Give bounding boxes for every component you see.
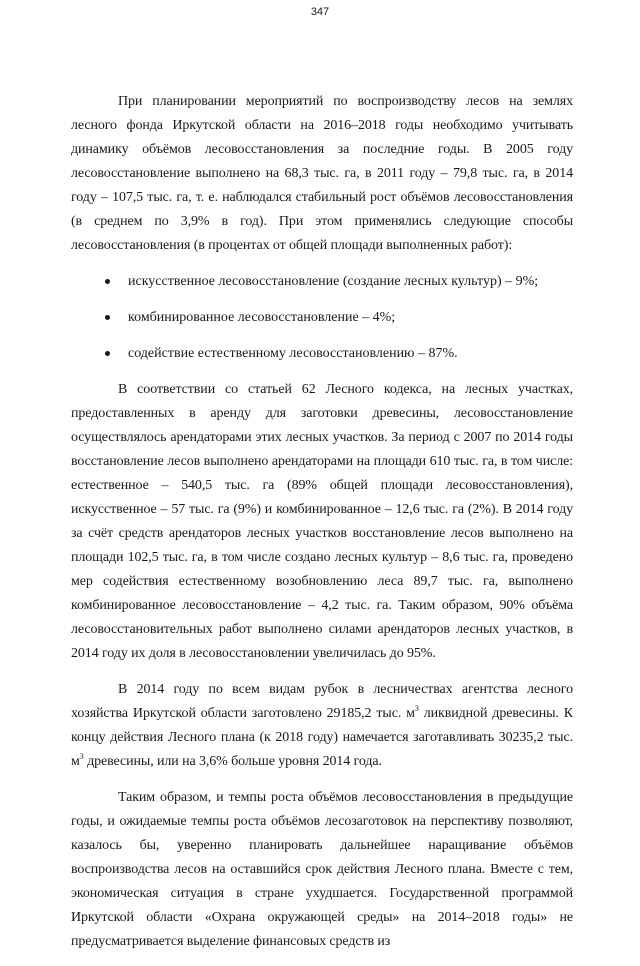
bullet-icon — [105, 351, 110, 356]
harvest-text-part1: В 2014 году по всем видам рубок в лесничествах агентства лесного хозяйства Иркутской области заготовлено 29185,2 тыс. м — [71, 682, 573, 721]
cubic-superscript: 3 — [414, 704, 419, 713]
document-body — [71, 90, 573, 966]
list-item-text: комбинированное лесовосстановление – 4%; — [128, 310, 396, 325]
list-item — [71, 342, 573, 366]
harvest-text-part2: ликвидной древесины. К концу действия Лесного плана (к 2018 году) намечается заготавливать 30235,2 тыс. м — [71, 706, 573, 769]
bullet-icon — [105, 279, 110, 284]
reforestation-methods-list — [71, 270, 573, 366]
bullet-icon — [105, 315, 110, 320]
paragraph-reforestation-dynamics: При планировании мероприятий по воспроизводству лесов на землях лесного фонда Иркутской области на 2016–2018 годы необходимо учитывать динамику объёмов лесовосстановления за последние годы. В 2005 году лесовосстановление выполнено на 68,3 тыс. га, в 2011 году – 79,8 тыс. га, в 2014 году – 107,5 тыс. га, т. е. наблюдался стабильный рост объёмов лесовосстановления (в среднем по 3,9% в год). При этом применялись следующие способы лесовосстановления (в процентах от общей площади выполненных работ): — [71, 94, 573, 253]
paragraph-timber-harvest — [71, 678, 573, 774]
cubic-superscript: 3 — [79, 752, 84, 761]
list-item — [71, 270, 573, 294]
harvest-text-part3: древесины, или на 3,6% больше уровня 2014 года. — [83, 754, 382, 769]
paragraph-economic-situation: Таким образом, и темпы роста объёмов лесовосстановления в предыдущие годы, и ожидаемые темпы роста объёмов лесозаготовок на перспективу позволяют, казалось бы, уверенно планировать дальнейшее наращивание объёмов воспроизводства лесов на оставшийся срок действия Лесного плана. Вместе с тем, экономическая ситуация в стране ухудшается. Государственной программой Иркутской области «Охрана окружающей среды» на 2014–2018 годы» не предусматривается выделение финансовых средств из — [71, 790, 573, 949]
list-item — [71, 306, 573, 330]
list-item-text: искусственное лесовосстановление (создание лесных культур) – 9%; — [128, 274, 539, 289]
paragraph-lessees-reforestation: В соответствии со статьей 62 Лесного кодекса, на лесных участках, предоставленных в аренду для заготовки древесины, лесовосстановление осуществлялось арендаторами этих лесных участков. За период с 2007 по 2014 годы восстановление лесов выполнено арендаторами на площади 610 тыс. га, в том числе: естественное – 540,5 тыс. га (89% общей площади лесовосстановления), искусственное – 57 тыс. га (9%) и комбинированное – 12,6 тыс. га (2%). В 2014 году за счёт средств арендаторов лесных участков восстановление лесов выполнено на площади 102,5 тыс. га, в том числе создано лесных культур – 8,6 тыс. га, проведено мер содействия естественному возобновлению леса 89,7 тыс. га, выполнено комбинированное лесовосстановление – 4,2 тыс. га. Таким образом, 90% объёма лесовосстановительных работ выполнено силами арендаторов лесных участков, в 2014 году их доля в лесовосстановлении увеличилась до 95%. — [71, 382, 573, 661]
list-item-text: содействие естественному лесовосстановлению – 87%. — [128, 346, 458, 361]
page-number: 347 — [310, 6, 330, 18]
